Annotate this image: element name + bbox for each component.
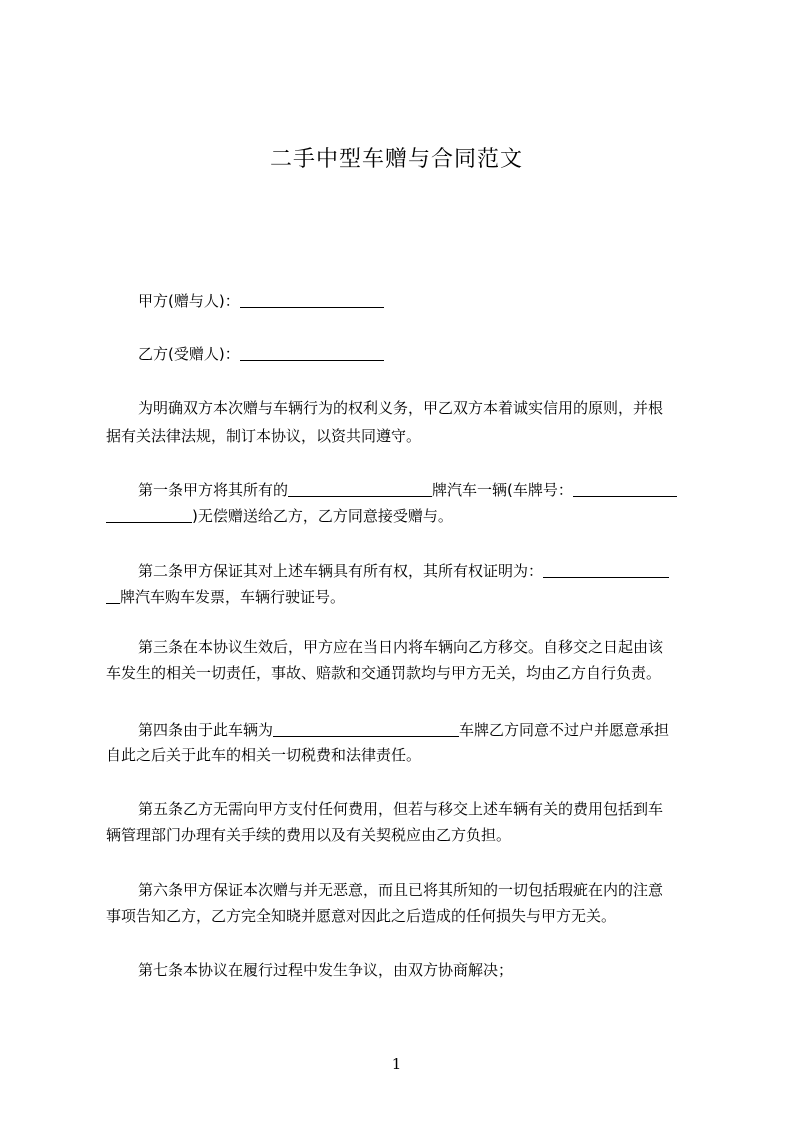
intro-line-2: 据有关法律法规，制订本协议，以资共同遵守。 bbox=[106, 427, 422, 445]
party-b-line bbox=[106, 344, 738, 364]
party-a-blank bbox=[240, 293, 384, 308]
plate-number-blank-continued bbox=[106, 508, 192, 523]
article-1-text-b: 牌汽车一辆(车牌号： bbox=[432, 481, 573, 499]
article-1-text-a: 第一条甲方将其所有的 bbox=[138, 481, 289, 499]
article-1-line-1 bbox=[106, 480, 738, 500]
article-1-line-2 bbox=[106, 506, 706, 526]
article-5-line-2: 辆管理部门办理有关手续的费用以及有关契税应由乙方负担。 bbox=[106, 826, 512, 844]
article-4-text-b: 车牌乙方同意不过户并愿意承担 bbox=[459, 721, 670, 739]
party-a-line bbox=[106, 291, 738, 311]
article-4-text-a: 第四条由于此车辆为 bbox=[138, 721, 274, 739]
article-2-text-b: 牌汽车购车发票，车辆行驶证号。 bbox=[120, 588, 346, 606]
party-b-label: 乙方(受赠人)： bbox=[138, 345, 240, 363]
page-number: 1 bbox=[391, 1055, 402, 1073]
article-7-line-1: 第七条本协议在履行过程中发生争议，由双方协商解决； bbox=[138, 961, 514, 979]
article-4-line-1 bbox=[106, 720, 738, 740]
article-5-line-1: 第五条乙方无需向甲方支付任何费用，但若与移交上述车辆有关的费用包括到车 bbox=[138, 800, 664, 818]
vehicle-blank bbox=[273, 722, 459, 737]
article-6-line-1: 第六条甲方保证本次赠与并无恶意，而且已将其所知的一切包括瑕疵在内的注意 bbox=[138, 881, 664, 899]
plate-number-blank bbox=[573, 482, 677, 497]
article-3-line-2: 车发生的相关一切责任，事故、赔款和交通罚款均与甲方无关，均由乙方自行负责。 bbox=[106, 664, 662, 682]
party-a-label: 甲方(赠与人)： bbox=[138, 292, 240, 310]
article-4-line-2: 自此之后关于此车的相关一切税费和法律责任。 bbox=[106, 746, 422, 764]
ownership-proof-blank bbox=[543, 563, 669, 578]
article-6-line-2: 事项告知乙方，乙方完全知晓并愿意对因此之后造成的任何损失与甲方无关。 bbox=[106, 907, 617, 925]
brand-blank bbox=[288, 482, 432, 497]
party-b-blank bbox=[240, 346, 384, 361]
article-3-line-1: 第三条在本协议生效后，甲方应在当日内将车辆向乙方移交。自移交之日起由该 bbox=[138, 638, 664, 656]
document-title: 二手中型车赠与合同范文 bbox=[269, 147, 523, 172]
article-1-text-c: )无偿赠送给乙方，乙方同意接受赠与。 bbox=[192, 507, 453, 525]
ownership-proof-blank-continued bbox=[106, 589, 120, 604]
article-2-text-a: 第二条甲方保证其对上述车辆具有所有权，其所有权证明为： bbox=[138, 562, 544, 580]
article-2-line-1 bbox=[106, 561, 738, 581]
intro-line-1: 为明确双方本次赠与车辆行为的权利义务，甲乙双方本着诚实信用的原则，并根 bbox=[138, 399, 664, 417]
article-2-line-2 bbox=[106, 587, 706, 607]
